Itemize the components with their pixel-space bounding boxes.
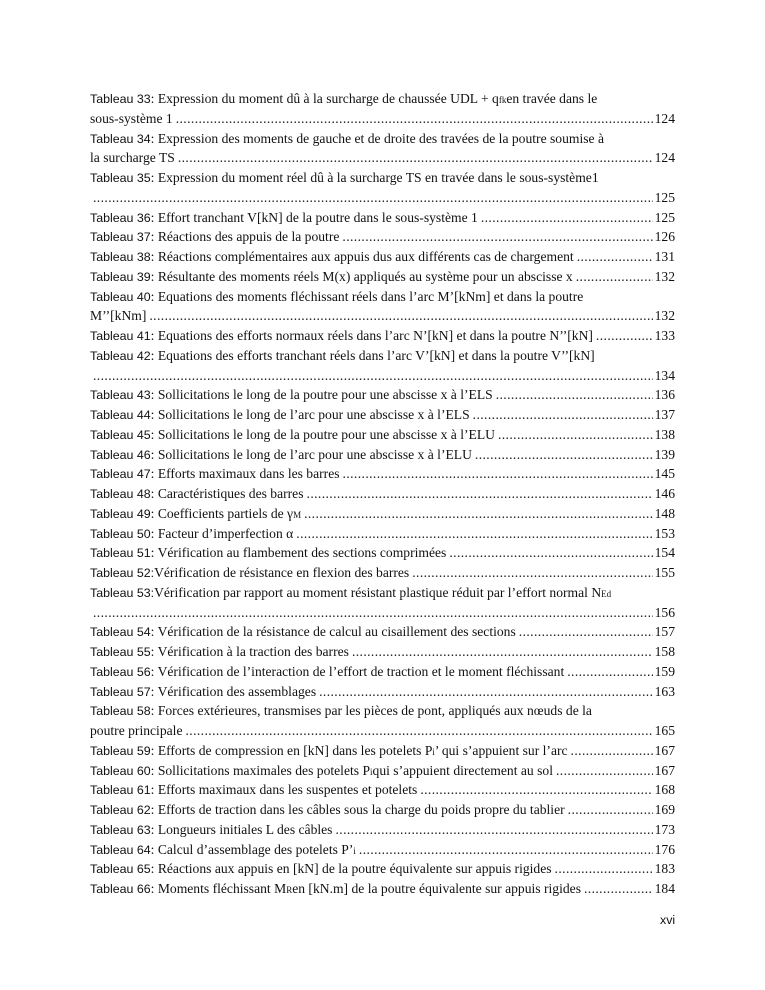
toc-entry[interactable]	[90, 859, 675, 879]
dot-leader	[449, 543, 652, 563]
table-label: Tableau 35	[90, 171, 151, 185]
page-ref: 133	[654, 328, 675, 343]
table-label: Tableau 63	[90, 822, 151, 837]
toc-entry-continuation[interactable]	[90, 721, 675, 741]
dot-leader	[93, 366, 653, 386]
table-label: Tableau 60	[90, 763, 151, 778]
page-ref: 125	[654, 189, 675, 205]
dot-leader	[93, 188, 653, 208]
entry-title: : Réactions complémentaires aux appuis dus aux différents cas de chargement	[150, 249, 574, 264]
entry-title-wrap: la surcharge TS	[90, 150, 175, 166]
dot-leader	[296, 524, 652, 544]
table-label: Tableau 56	[90, 664, 151, 679]
page-ref: 165	[654, 723, 675, 738]
page-ref: 168	[654, 782, 675, 798]
dot-leader	[568, 800, 653, 820]
entry-title: : Expression du moment réel dû à la surcharge TS en travée dans le sous-système1	[150, 170, 599, 185]
toc-entry-continuation[interactable]	[90, 603, 675, 623]
table-label: Tableau 52:	[90, 566, 155, 580]
table-label: Tableau 41	[90, 329, 151, 343]
toc-entry[interactable]	[90, 504, 675, 524]
entry-title: : Réactions aux appuis en [kN] de la poutre équivalente sur appuis rigides	[150, 861, 552, 877]
dot-leader	[473, 405, 653, 425]
table-label: Tableau 66	[90, 882, 151, 896]
toc-entry[interactable]	[90, 682, 675, 702]
dot-leader	[178, 148, 653, 168]
page-ref: 157	[654, 624, 675, 640]
toc-entry[interactable]	[90, 800, 675, 820]
subscript: M	[293, 509, 302, 520]
toc-entry[interactable]	[90, 326, 675, 346]
dot-leader	[342, 227, 652, 247]
toc-entry[interactable]	[90, 445, 675, 465]
toc-entry[interactable]	[90, 662, 675, 682]
table-label: Tableau 65	[90, 862, 151, 877]
entry-title: Vérification par rapport au moment résistant plastique réduit par l’effort normal N	[154, 584, 602, 600]
entry-title: : Coefficients partiels de γ	[150, 505, 294, 521]
table-label: Tableau 54	[90, 625, 151, 640]
toc-entry[interactable]	[90, 761, 675, 781]
toc-entry[interactable]	[90, 464, 675, 484]
table-label: Tableau 64	[90, 842, 151, 857]
toc-entry[interactable]	[90, 563, 675, 583]
entry-title: : Efforts maximaux dans les barres	[150, 466, 340, 482]
entry-title-cont: ’ qui s’appuient sur l’arc	[434, 742, 568, 758]
entry-title: : Efforts maximaux dans les suspentes et potelets	[150, 782, 418, 798]
toc-entry[interactable]	[90, 840, 675, 860]
toc-entry-continuation[interactable]	[90, 148, 675, 168]
dot-leader	[556, 761, 653, 781]
toc-entry[interactable]	[90, 247, 675, 267]
entry-title: : Facteur d’imperfection α	[150, 525, 294, 541]
entry-title: Vérification de résistance en flexion des barres	[154, 565, 410, 580]
entry-title: : Caractéristiques des barres	[150, 486, 304, 501]
toc-entry[interactable]	[90, 701, 675, 721]
page-ref: 154	[654, 545, 675, 561]
toc-entry[interactable]	[90, 129, 675, 149]
page-ref: 146	[654, 486, 675, 501]
entry-title: : Moments fléchissant M	[150, 881, 287, 896]
entry-title: : Longueurs initiales L des câbles	[150, 821, 333, 837]
table-label: Tableau 43	[90, 388, 151, 403]
dot-leader	[577, 247, 653, 267]
page-ref: 155	[654, 565, 675, 580]
dot-leader	[412, 563, 652, 583]
page-ref: 163	[654, 683, 675, 699]
page-ref: 137	[654, 407, 675, 422]
dot-leader	[352, 642, 653, 662]
table-label: Tableau 58	[90, 704, 151, 719]
page-ref: 153	[654, 525, 675, 541]
page-ref: 138	[654, 426, 675, 442]
page-ref: 145	[654, 466, 675, 482]
toc-entry[interactable]	[90, 642, 675, 662]
toc-entry[interactable]	[90, 287, 675, 307]
table-label: Tableau 39	[90, 269, 151, 284]
dot-leader	[596, 326, 653, 346]
entry-title: : Forces extérieures, transmises par les pièces de pont, appliqués aux nœuds de la	[150, 703, 592, 719]
dot-leader	[420, 780, 652, 800]
entry-title-wrap: sous-système 1	[90, 110, 173, 126]
table-label: Tableau 40	[90, 289, 151, 304]
table-label: Tableau 55	[90, 645, 151, 659]
dot-leader	[93, 603, 653, 623]
dot-leader	[304, 504, 653, 524]
subscript: fk	[498, 95, 507, 105]
toc-entry[interactable]	[90, 227, 675, 247]
dot-leader	[571, 741, 653, 761]
table-label: Tableau 33	[90, 92, 151, 106]
toc-entry[interactable]	[90, 879, 675, 899]
page-ref: 184	[654, 881, 675, 896]
entry-title: : Vérification à la traction des barres	[150, 644, 349, 659]
table-label: Tableau 34	[90, 131, 151, 146]
entry-title: : Sollicitations le long de l’arc pour une abscisse x à l’ELS	[150, 407, 470, 422]
entry-title: : Sollicitations le long de la poutre pour une abscisse x à l’ELS	[150, 387, 493, 403]
page-ref: 167	[654, 742, 675, 758]
entry-title: : Vérification des assemblages	[150, 683, 317, 699]
toc-entry[interactable]	[90, 583, 675, 603]
dot-leader	[584, 879, 653, 899]
page-ref: 167	[654, 762, 675, 778]
entry-title: : Expression du moment dû à la surcharge de chaussée UDL + q	[150, 91, 499, 106]
page-ref: 159	[654, 663, 675, 679]
table-label: Tableau 50	[90, 526, 151, 541]
toc-entry[interactable]	[90, 405, 675, 425]
table-label: Tableau 61	[90, 783, 151, 798]
entry-title: : Vérification au flambement des sections comprimées	[150, 545, 447, 561]
entry-title: : Vérification de la résistance de calcul au cisaillement des sections	[150, 624, 516, 640]
page-ref: 132	[654, 268, 675, 284]
entry-title: : Calcul d’assemblage des potelets P’	[150, 841, 354, 857]
toc-entry[interactable]	[90, 208, 675, 228]
dot-leader	[567, 662, 652, 682]
table-label: Tableau 59	[90, 743, 151, 758]
dot-leader	[475, 445, 653, 465]
dot-leader	[359, 840, 653, 860]
dot-leader	[335, 820, 652, 840]
page-ref: 125	[654, 209, 675, 225]
page-ref: 136	[654, 387, 675, 403]
table-label: Tableau 37	[90, 230, 151, 245]
dot-leader	[576, 267, 653, 287]
page-ref: 139	[654, 446, 675, 462]
table-label: Tableau 45	[90, 427, 151, 442]
toc-entry[interactable]	[90, 543, 675, 563]
page-ref: 148	[654, 505, 675, 521]
page-ref: 124	[654, 110, 675, 126]
page-ref: 176	[654, 841, 675, 857]
dot-leader	[555, 859, 653, 879]
toc-entry[interactable]	[90, 780, 675, 800]
dot-leader	[481, 208, 653, 228]
page-ref: 183	[654, 861, 675, 877]
table-label: Tableau 42	[90, 348, 151, 363]
entry-title: : Efforts de compression en [kN] dans les potelets P	[150, 742, 433, 758]
dot-leader	[185, 721, 652, 741]
table-label: Tableau 53:	[90, 585, 155, 600]
toc-entry[interactable]	[90, 168, 675, 188]
page-ref: 131	[654, 249, 675, 264]
toc-entry[interactable]	[90, 267, 675, 287]
table-label: Tableau 38	[90, 250, 151, 264]
page-ref: 124	[654, 150, 675, 166]
toc-entry-continuation[interactable]	[90, 188, 675, 208]
toc-entry[interactable]	[90, 484, 675, 504]
dot-leader	[343, 464, 653, 484]
entry-title: : Effort tranchant V[kN] de la poutre dans le sous-système 1	[150, 209, 478, 225]
toc-entry[interactable]	[90, 89, 675, 109]
toc-entry[interactable]	[90, 741, 675, 761]
toc-entry[interactable]	[90, 425, 675, 445]
entry-title: : Efforts de traction dans les câbles sous la charge du poids propre du tablier	[150, 802, 565, 817]
dot-leader	[319, 682, 653, 702]
dot-leader	[498, 425, 653, 445]
page-ref: 173	[654, 821, 675, 837]
page-ref: 158	[654, 644, 675, 659]
toc-entry-continuation[interactable]	[90, 109, 675, 129]
table-label: Tableau 49	[90, 506, 151, 521]
table-label: Tableau 57	[90, 684, 151, 699]
entry-title: : Résultante des moments réels M(x) appliqués au système pour un abscisse x	[150, 268, 573, 284]
dot-leader	[176, 109, 653, 129]
toc-entry[interactable]	[90, 524, 675, 544]
toc-entry[interactable]	[90, 346, 675, 366]
entry-title-cont: en [kN.m] de la poutre équivalente sur appuis rigides	[292, 881, 581, 896]
page-ref: 132	[654, 308, 675, 324]
dot-leader	[149, 306, 652, 326]
table-label: Tableau 62	[90, 803, 151, 817]
entry-title-wrap: M’’[kNm]	[90, 308, 147, 324]
page-ref: 169	[654, 802, 675, 817]
table-label: Tableau 46	[90, 447, 151, 462]
entry-title: : Expression des moments de gauche et de droite des travées de la poutre soumise à	[150, 130, 605, 146]
entry-title: : Réactions des appuis de la poutre	[150, 229, 340, 245]
toc-entry-continuation[interactable]	[90, 306, 675, 326]
table-label: Tableau 48	[90, 487, 151, 501]
subscript: i	[432, 746, 435, 757]
entry-title: : Sollicitations le long de la poutre pour une abscisse x à l’ELU	[150, 426, 495, 442]
entry-title: : Sollicitations maximales des potelets P	[150, 762, 371, 778]
entry-title-cont: qui s’appuient directement au sol	[372, 762, 553, 778]
list-of-tables	[90, 89, 675, 899]
table-label: Tableau 44	[90, 408, 151, 422]
subscript: R	[286, 885, 293, 895]
dot-leader	[496, 385, 653, 405]
toc-entry-continuation[interactable]	[90, 366, 675, 386]
page-ref: 134	[654, 367, 675, 383]
entry-title-wrap: poutre principale	[90, 723, 183, 738]
table-label: Tableau 36	[90, 210, 151, 225]
dot-leader	[519, 622, 653, 642]
subscript: i	[353, 845, 356, 856]
subscript: i	[370, 766, 373, 777]
toc-entry[interactable]	[90, 820, 675, 840]
toc-entry[interactable]	[90, 622, 675, 642]
table-label: Tableau 51	[90, 546, 151, 561]
dot-leader	[307, 484, 653, 504]
entry-title: : Equations des moments fléchissant réels dans l’arc M’[kNm] et dans la poutre	[150, 288, 584, 304]
toc-entry[interactable]	[90, 385, 675, 405]
entry-title: : Vérification de l’interaction de l’effort de traction et le moment fléchissant	[150, 663, 565, 679]
table-label: Tableau 47	[90, 467, 151, 482]
entry-title: : Sollicitations le long de l’arc pour une abscisse x à l’ELU	[150, 446, 472, 462]
entry-title: : Equations des efforts normaux réels dans l’arc N’[kN] et dans la poutre N’’[kN]	[150, 328, 593, 343]
page-number: xvi	[660, 913, 676, 927]
entry-title: : Equations des efforts tranchant réels dans l’arc V’[kN] et dans la poutre V’’[kN]	[150, 347, 595, 363]
subscript: Ed	[601, 588, 612, 599]
page-ref: 156	[654, 604, 675, 620]
entry-title-cont: en travée dans le	[506, 91, 598, 106]
page-ref: 126	[654, 229, 675, 245]
